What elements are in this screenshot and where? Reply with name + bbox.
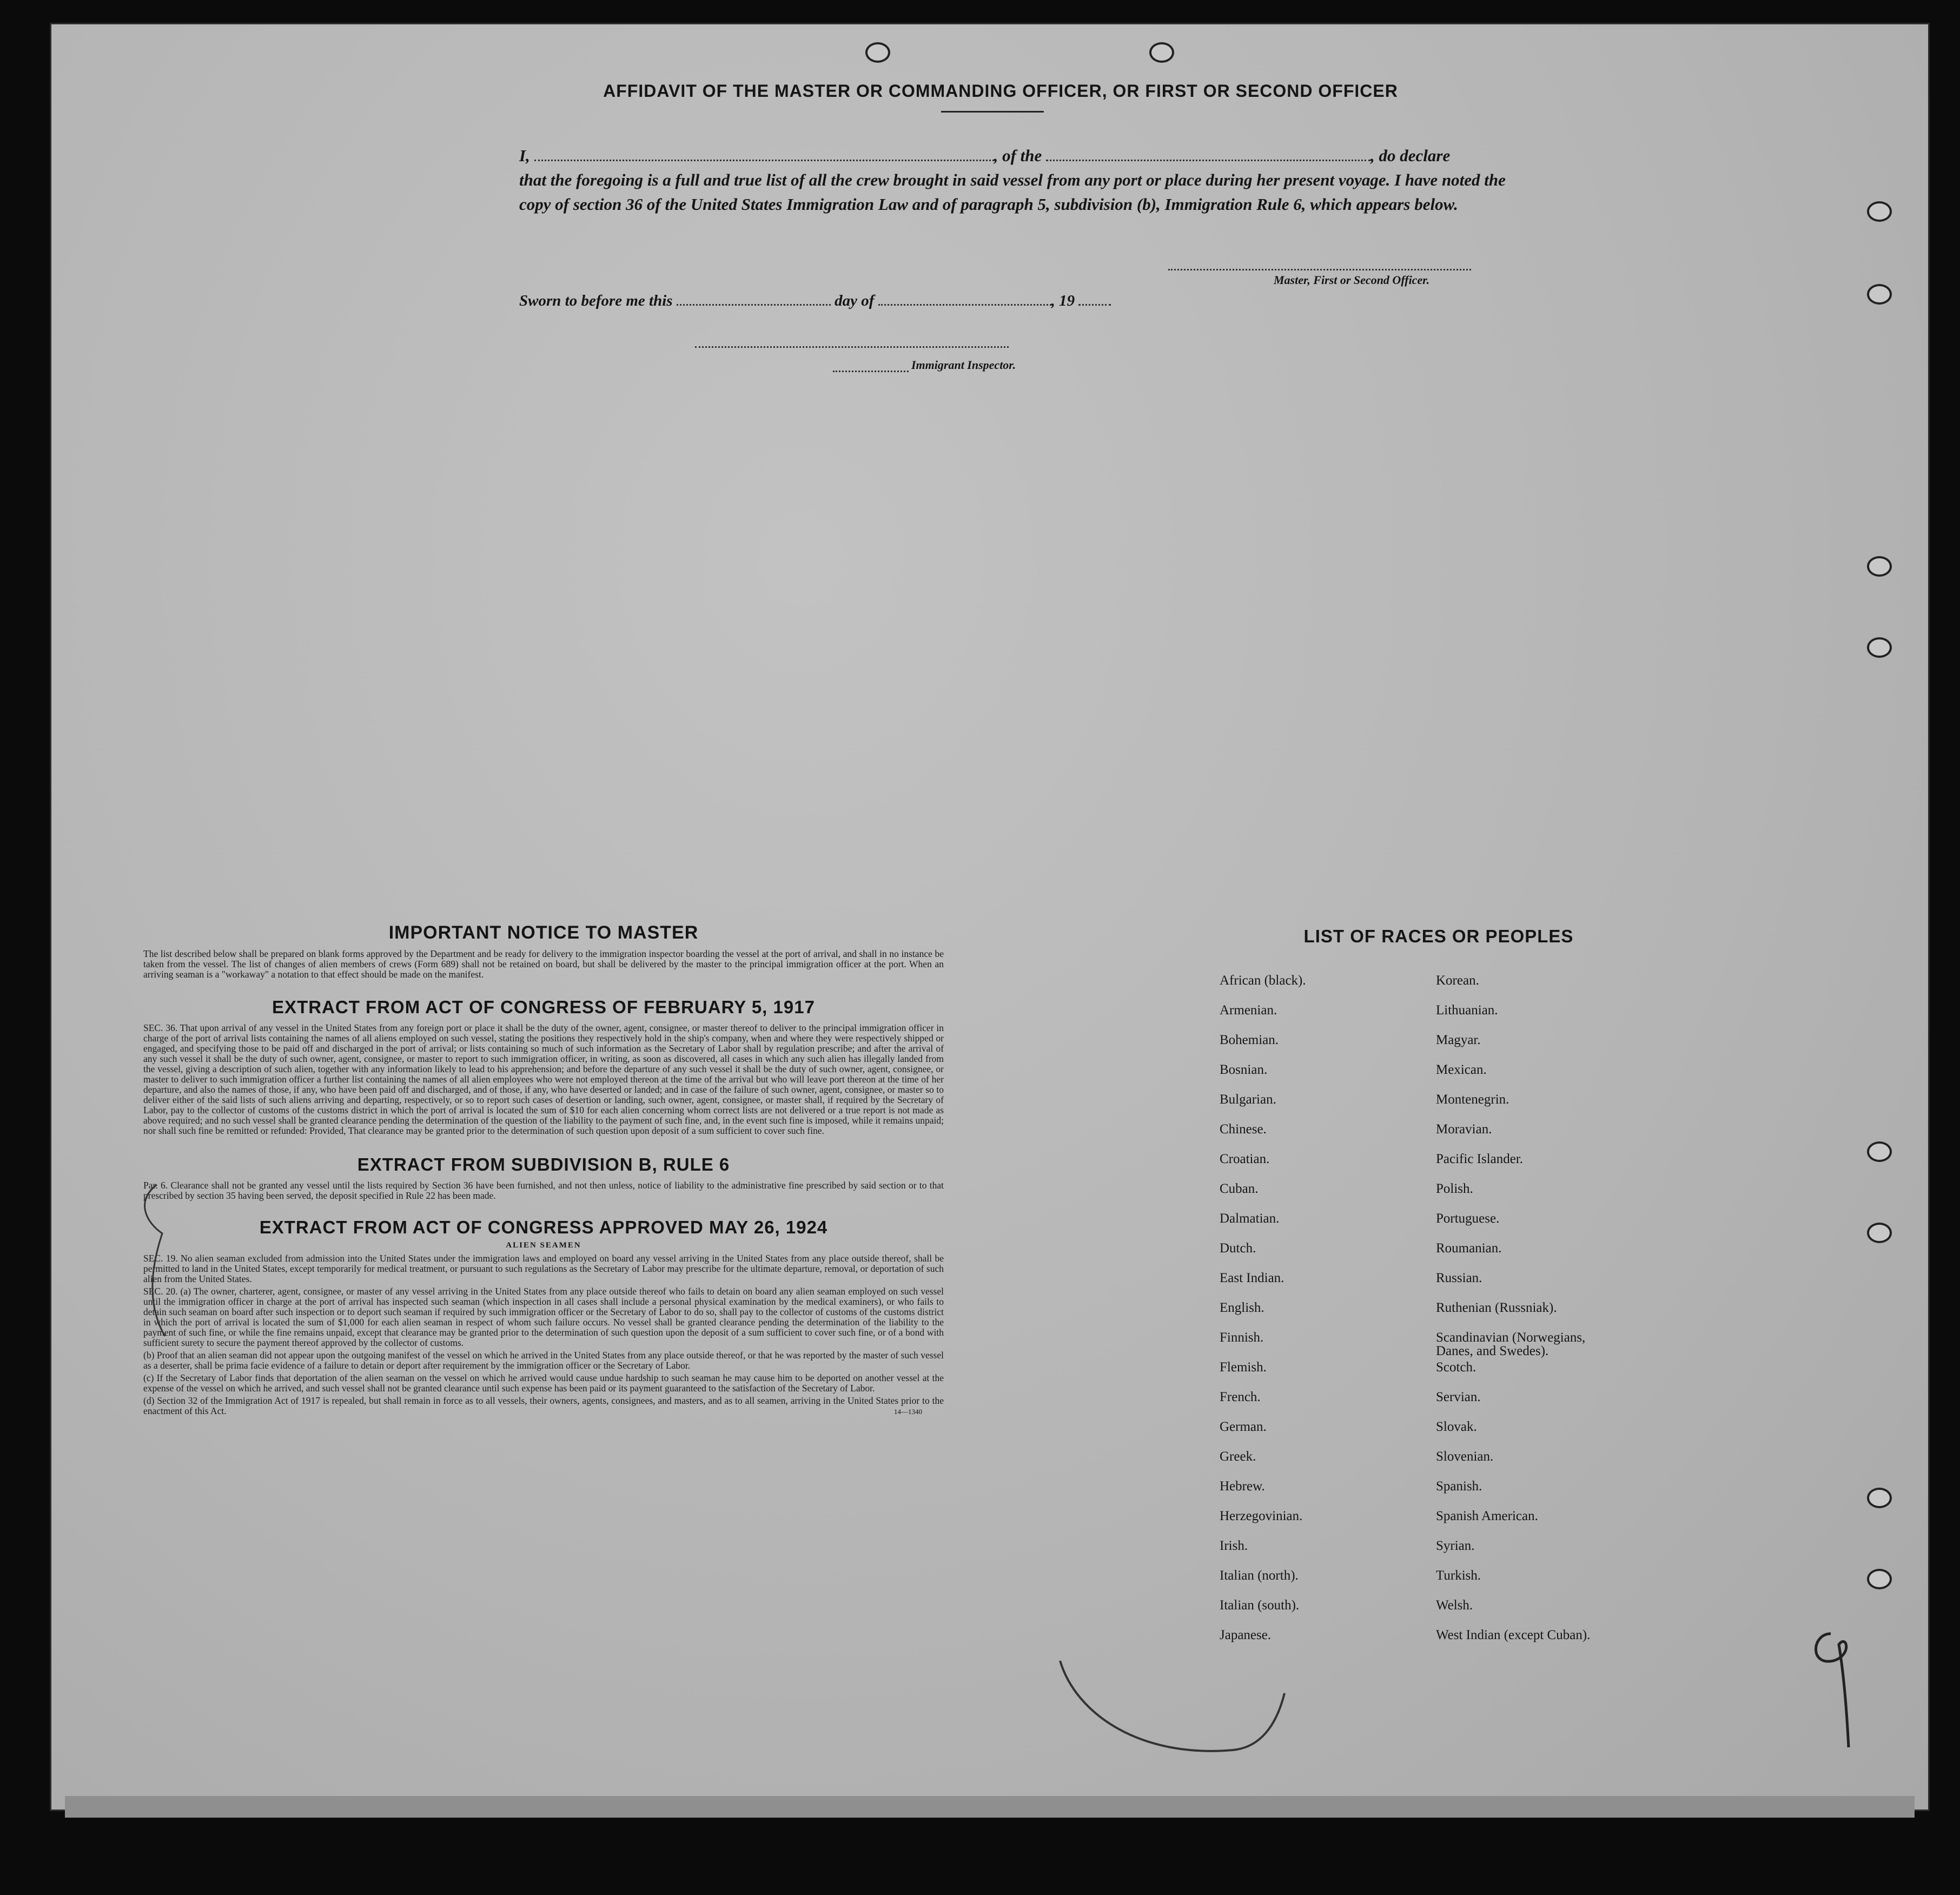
- race-item: Finnish.: [1220, 1330, 1264, 1345]
- races-title: LIST OF RACES OR PEOPLES: [1303, 926, 1574, 946]
- binder-hole: [1867, 637, 1892, 658]
- section-20d-text: (d) Section 32 of the Immigration Act of 1917 is repealed, but shall remain in force as to all vessels, their owners, agents, consignees, and masters, and as to all seamen, arriving in the United States prior to the enactment of this Act.: [143, 1395, 944, 1416]
- binder-hole: [1867, 1488, 1892, 1508]
- race-item: Spanish American.: [1436, 1509, 1538, 1523]
- alien-seamen-subtitle: ALIEN SEAMEN: [506, 1241, 581, 1250]
- race-item: Scotch.: [1436, 1360, 1476, 1375]
- race-item: Irish.: [1220, 1539, 1248, 1553]
- race-item: African (black).: [1220, 973, 1306, 988]
- race-item: Welsh.: [1436, 1598, 1473, 1613]
- binder-hole: [1867, 1223, 1892, 1243]
- section-20c-text: (c) If the Secretary of Labor finds that deportation of the alien seaman on the vessel on which he arrived would cause undue hardship to such seaman he may cause him to be deported on another vessel at the expense of the vessel on which he arrived, and such vessel shall not be granted clearance until such expense has been paid or its payment guaranteed to the satisfaction of the Secretary of Labor.: [143, 1372, 944, 1394]
- notice-title: IMPORTANT NOTICE TO MASTER: [388, 922, 699, 943]
- declaration-body: that the foregoing is a full and true list of all the crew brought in said vessel from any port or place during her present voyage. I have noted the copy of section 36 of the United States Immigration Law and of paragraph 5, subdivision (b), Immigration Rule 6, which appears below.: [519, 170, 1506, 214]
- affidavit-declaration: [519, 143, 1525, 216]
- race-item: Greek.: [1220, 1449, 1256, 1464]
- race-item: Mexican.: [1436, 1062, 1487, 1077]
- legal-notices: [143, 922, 944, 1416]
- binder-hole: [1867, 201, 1892, 222]
- sworn-day-blank[interactable]: [677, 303, 831, 306]
- binder-hole: [865, 42, 890, 63]
- race-item: French.: [1220, 1390, 1261, 1404]
- race-item: Pacific Islander.: [1436, 1152, 1524, 1166]
- year-prefix: , 19: [1051, 292, 1075, 309]
- race-item: Scandinavian (Norwegians, Danes, and Swedes).: [1436, 1330, 1586, 1358]
- i-label: I,: [519, 146, 530, 165]
- race-item: Dalmatian.: [1220, 1211, 1280, 1226]
- race-item: Bosnian.: [1220, 1062, 1268, 1077]
- race-item: Montenegrin.: [1436, 1092, 1509, 1107]
- race-item: Portuguese.: [1436, 1211, 1500, 1226]
- binder-hole: [1867, 1141, 1892, 1162]
- race-item: Servian.: [1436, 1390, 1481, 1404]
- race-item: Roumanian.: [1436, 1241, 1502, 1256]
- race-item: Flemish.: [1220, 1360, 1267, 1375]
- race-item: Italian (south).: [1220, 1598, 1300, 1613]
- affidavit-title: AFFIDAVIT OF THE MASTER OR COMMANDING OFFICER, OR FIRST OR SECOND OFFICER: [603, 81, 1398, 101]
- race-item: Hebrew.: [1220, 1479, 1265, 1494]
- vessel-blank[interactable]: [1046, 159, 1370, 161]
- inspector-signature-line[interactable]: [695, 346, 1009, 348]
- race-item: Syrian.: [1436, 1539, 1475, 1553]
- race-item: Magyar.: [1436, 1033, 1481, 1047]
- race-item: Dutch.: [1220, 1241, 1256, 1256]
- section-20a-text: SEC. 20. (a) The owner, charterer, agent, consignee, or master of any vessel arriving in the United States from any place outside thereof who fails to detain on board any alien seaman employed on such vessel until the immigration officer in charge at the port of arrival has inspected such seaman (which inspection in all cases shall include a personal physical examination by the medical examiners), or who fails to detain such seaman on board after such inspection or to deport such seaman if required by such immigration officer or the Secretary of Labor to do so, shall pay to the collector of customs of the customs district in which the port of arrival is located the sum of $1,000 for each alien seaman in respect of whom such failure occurs. No vessel shall be granted clearance pending the determination of the liability to the payment of such fine, or while the fine remains unpaid, except that clearance may be granted prior to the determination of such question upon the deposit of a sum sufficient to cover such fine, or of a bond with sufficient surety to secure the payment thereof approved by the collector of customs.: [143, 1286, 944, 1348]
- race-item: Herzegovinian.: [1220, 1509, 1303, 1523]
- race-item: Japanese.: [1220, 1628, 1272, 1642]
- declaration-line: [519, 143, 1525, 168]
- master-signature-label: Master, First or Second Officer.: [1274, 273, 1430, 287]
- title-rule: [941, 111, 1044, 113]
- master-signature-line[interactable]: [1168, 269, 1471, 270]
- race-item: Slovenian.: [1436, 1449, 1494, 1464]
- handwritten-mark: [1801, 1623, 1866, 1753]
- binder-hole: [1149, 42, 1174, 63]
- race-item: Croatian.: [1220, 1152, 1270, 1166]
- sworn-year-blank[interactable]: [1078, 303, 1111, 306]
- race-item: German.: [1220, 1419, 1267, 1434]
- race-item: Moravian.: [1436, 1122, 1492, 1137]
- form-number: 14—1340: [894, 1408, 922, 1416]
- do-declare-label: , do declare: [1370, 146, 1451, 165]
- race-item: East Indian.: [1220, 1271, 1284, 1285]
- race-item: Armenian.: [1220, 1003, 1277, 1018]
- race-item: Cuban.: [1220, 1181, 1259, 1196]
- race-item: Russian.: [1436, 1271, 1482, 1285]
- race-item: Chinese.: [1220, 1122, 1267, 1137]
- binder-hole: [1867, 284, 1892, 305]
- page-underlay: [65, 1796, 1915, 1818]
- races-list: [1220, 974, 1663, 1658]
- race-item: Korean.: [1436, 973, 1479, 988]
- race-item: Lithuanian.: [1436, 1003, 1498, 1018]
- extract-rule6-text: Par. 6. Clearance shall not be granted any vessel until the lists required by Section 36 have been furnished, and not then unless, notice of liability to the administrative fine prescribed by said section or to that prescribed by section 35 having been served, the deposit specified in Rule 22 has been made.: [143, 1180, 944, 1201]
- race-item: Turkish.: [1436, 1568, 1481, 1583]
- of-the-label: , of the: [994, 146, 1042, 165]
- sworn-line: [519, 292, 1276, 310]
- race-item: Bohemian.: [1220, 1033, 1279, 1047]
- extract-rule6-title: EXTRACT FROM SUBDIVISION B, RULE 6: [357, 1154, 730, 1174]
- race-item: Polish.: [1436, 1181, 1473, 1196]
- inspector-signature-lead: [833, 371, 909, 372]
- race-item: Ruthenian (Russniak).: [1436, 1300, 1557, 1315]
- sworn-prefix: Sworn to before me this: [519, 292, 673, 309]
- race-item: English.: [1220, 1300, 1264, 1315]
- extract-1917-title: EXTRACT FROM ACT OF CONGRESS OF FEBRUARY 5, 1917: [272, 997, 815, 1017]
- binder-hole: [1867, 556, 1892, 577]
- race-item: Italian (north).: [1220, 1568, 1299, 1583]
- section-20b-text: (b) Proof that an alien seaman did not appear upon the outgoing manifest of the vessel on which he arrived in the United States from any place outside thereof, or that he was reported by the master of such vessel as a deserter, shall be prima facie evidence of a failure to detain or deport after requirement by the immigration officer or the Secretary of Labor.: [143, 1350, 944, 1371]
- section-19-text: SEC. 19. No alien seaman excluded from admission into the United States under the immigration laws and employed on board any vessel arriving in the United States from any place outside thereof, shall be permitted to land in the United States, except temporarily for medical treatment, or pursuant to such regulations as the Secretary of Labor may prescribe for the ultimate departure, removal, or deportation of such alien from the United States.: [143, 1253, 944, 1284]
- race-item: Bulgarian.: [1220, 1092, 1276, 1107]
- name-blank[interactable]: [534, 159, 994, 161]
- inspector-label: Immigrant Inspector.: [911, 358, 1016, 372]
- sworn-month-blank[interactable]: [878, 303, 1051, 306]
- binder-hole: [1867, 1569, 1892, 1589]
- notice-text: The list described below shall be prepared on blank forms approved by the Department and be ready for delivery to the immigration inspector boarding the vessel at the port of arrival, and shall in no instance be taken from the vessel. The list of changes of alien members of crews (Form 689) shall not be retained on board, but shall be delivered by the master to the principal immigration officer at the port. When an arriving seaman is a "workaway" a notation to that effect should be made on the manifest.: [143, 948, 944, 980]
- race-item: Slovak.: [1436, 1419, 1477, 1434]
- race-item: West Indian (except Cuban).: [1436, 1628, 1591, 1642]
- race-item: Spanish.: [1436, 1479, 1482, 1494]
- extract-1924-title: EXTRACT FROM ACT OF CONGRESS APPROVED MAY 26, 1924: [259, 1217, 828, 1237]
- extract-1917-text: SEC. 36. That upon arrival of any vessel in the United States from any foreign port or place it shall be the duty of the owner, agent, consignee, or master thereof to deliver to the principal immigration officer in charge of the port of arrival lists containing the names of all aliens employed on such vessel, stating the positions they respectively hold in the ship's company, when and where they were respectively shipped or engaged, and specifying those to be paid off and discharged in the port of arrival; or lists containing so much of such information as the Secretary of Labor shall by regulation prescribe; and after the arrival of any such vessel it shall be the duty of such owner, agent, consignee, or master to report to such immigration officer, in writing, as soon as discovered, all cases in which any such alien has illegally landed from the vessel, giving a description of such alien, together with any information likely to lead to his apprehension; and before the departure of any such vessel it shall be the duty of such owner, agent, consignee, or master to deliver to such immigration officer a further list containing the names of all alien employees who were not employed thereon at the time of the arrival but who will leave port thereon at the time of her departure, and also the names of those, if any, who have been paid off and discharged, and of those, if any, who have deserted or landed; and in case of the failure of such owner, agent, consignee, or master so to deliver either of the said lists of such aliens arriving and departing, respectively, or so to report such cases of desertion or landing, such owner, agent, consignee, or master shall, if required by the Secretary of Labor, pay to the collector of customs of the customs district in which the port of arrival is located the sum of $10 for each alien concerning whom correct lists are not delivered or a true report is not made as above required; and no such vessel shall be granted clearance pending the determination of the question of the liability to the payment of such fine, and, in the event such fine is imposed, while it remains unpaid; nor shall such fine be remitted or refunded: Provided, That clearance may be granted prior to the determination of such question upon deposit of a sum sufficient to cover such fine.: [143, 1022, 944, 1136]
- day-of-label: day of: [835, 292, 875, 309]
- handwritten-mark: [1055, 1650, 1293, 1769]
- handwritten-mark: [124, 1179, 178, 1342]
